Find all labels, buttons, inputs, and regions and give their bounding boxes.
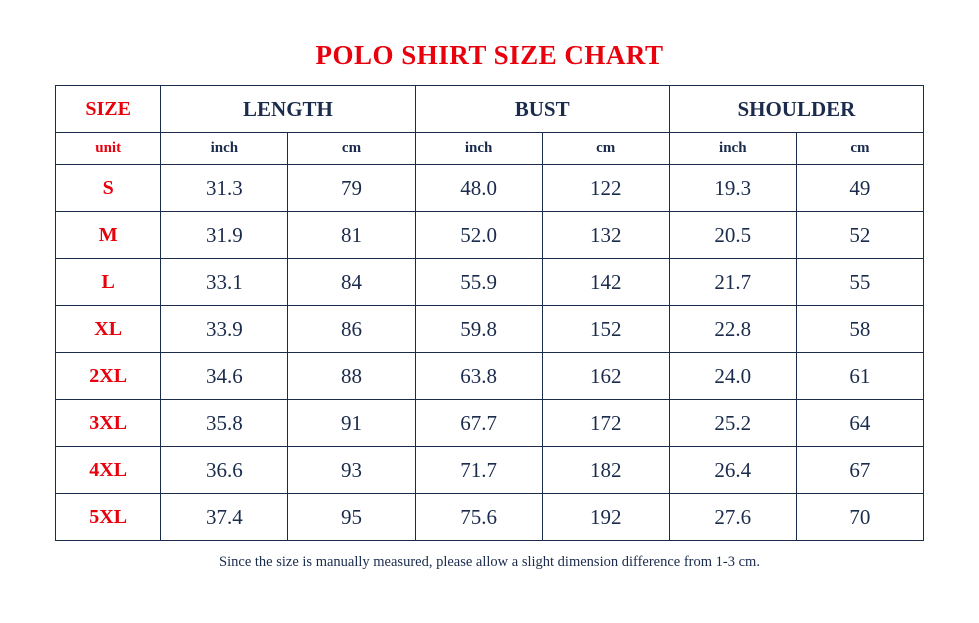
cell-bust-cm: 152 [542,306,669,353]
size-chart-table [55,85,924,541]
cell-shoulder-cm: 52 [796,212,923,259]
cell-bust-inch: 63.8 [415,353,542,400]
cell-bust-cm: 132 [542,212,669,259]
cell-bust-inch: 59.8 [415,306,542,353]
table-row [56,212,924,259]
cell-length-cm: 91 [288,400,415,447]
cell-length-cm: 93 [288,447,415,494]
table-body [56,165,924,541]
unit-header-unit: unit [56,133,161,165]
measurement-note: Since the size is manually measured, please allow a slight dimension difference from 1-3 cm. [219,554,760,570]
cell-shoulder-cm: 55 [796,259,923,306]
cell-size: L [56,259,161,306]
cell-size: 3XL [56,400,161,447]
table-row [56,259,924,306]
column-header-length: LENGTH [161,86,415,133]
cell-length-inch: 33.1 [161,259,288,306]
cell-bust-cm: 172 [542,400,669,447]
page-title: POLO SHIRT SIZE CHART [315,40,664,70]
cell-shoulder-cm: 64 [796,400,923,447]
cell-length-inch: 36.6 [161,447,288,494]
unit-header-row [56,133,924,165]
cell-shoulder-inch: 21.7 [669,259,796,306]
cell-size: S [56,165,161,212]
cell-length-cm: 86 [288,306,415,353]
cell-bust-inch: 67.7 [415,400,542,447]
cell-shoulder-cm: 58 [796,306,923,353]
unit-header-length-inch: inch [161,133,288,165]
unit-header-shoulder-inch: inch [669,133,796,165]
cell-length-cm: 88 [288,353,415,400]
cell-length-inch: 34.6 [161,353,288,400]
table-row [56,494,924,541]
cell-length-inch: 35.8 [161,400,288,447]
cell-length-cm: 84 [288,259,415,306]
cell-bust-inch: 48.0 [415,165,542,212]
cell-shoulder-cm: 67 [796,447,923,494]
table-row [56,306,924,353]
unit-header-bust-inch: inch [415,133,542,165]
unit-header-shoulder-cm: cm [796,133,923,165]
cell-shoulder-inch: 26.4 [669,447,796,494]
table-row [56,447,924,494]
cell-shoulder-inch: 27.6 [669,494,796,541]
unit-header-length-cm: cm [288,133,415,165]
cell-size: XL [56,306,161,353]
column-header-bust: BUST [415,86,669,133]
cell-length-cm: 81 [288,212,415,259]
cell-shoulder-inch: 20.5 [669,212,796,259]
cell-length-inch: 33.9 [161,306,288,353]
table-row [56,165,924,212]
table-header [56,86,924,165]
cell-length-cm: 95 [288,494,415,541]
cell-length-inch: 31.9 [161,212,288,259]
cell-bust-inch: 55.9 [415,259,542,306]
cell-bust-cm: 162 [542,353,669,400]
cell-shoulder-inch: 24.0 [669,353,796,400]
cell-length-inch: 31.3 [161,165,288,212]
cell-size: M [56,212,161,259]
cell-shoulder-cm: 70 [796,494,923,541]
cell-length-inch: 37.4 [161,494,288,541]
unit-header-bust-cm: cm [542,133,669,165]
cell-size: 5XL [56,494,161,541]
table-row [56,400,924,447]
cell-bust-cm: 192 [542,494,669,541]
cell-bust-cm: 122 [542,165,669,212]
cell-size: 4XL [56,447,161,494]
cell-bust-cm: 182 [542,447,669,494]
cell-shoulder-inch: 19.3 [669,165,796,212]
group-header-row [56,86,924,133]
cell-bust-inch: 75.6 [415,494,542,541]
cell-shoulder-cm: 49 [796,165,923,212]
cell-shoulder-inch: 22.8 [669,306,796,353]
cell-bust-inch: 52.0 [415,212,542,259]
cell-size: 2XL [56,353,161,400]
column-header-shoulder: SHOULDER [669,86,923,133]
table-row [56,353,924,400]
cell-shoulder-inch: 25.2 [669,400,796,447]
cell-bust-cm: 142 [542,259,669,306]
table-container [0,85,979,541]
cell-length-cm: 79 [288,165,415,212]
cell-shoulder-cm: 61 [796,353,923,400]
cell-bust-inch: 71.7 [415,447,542,494]
column-header-size: SIZE [56,86,161,133]
